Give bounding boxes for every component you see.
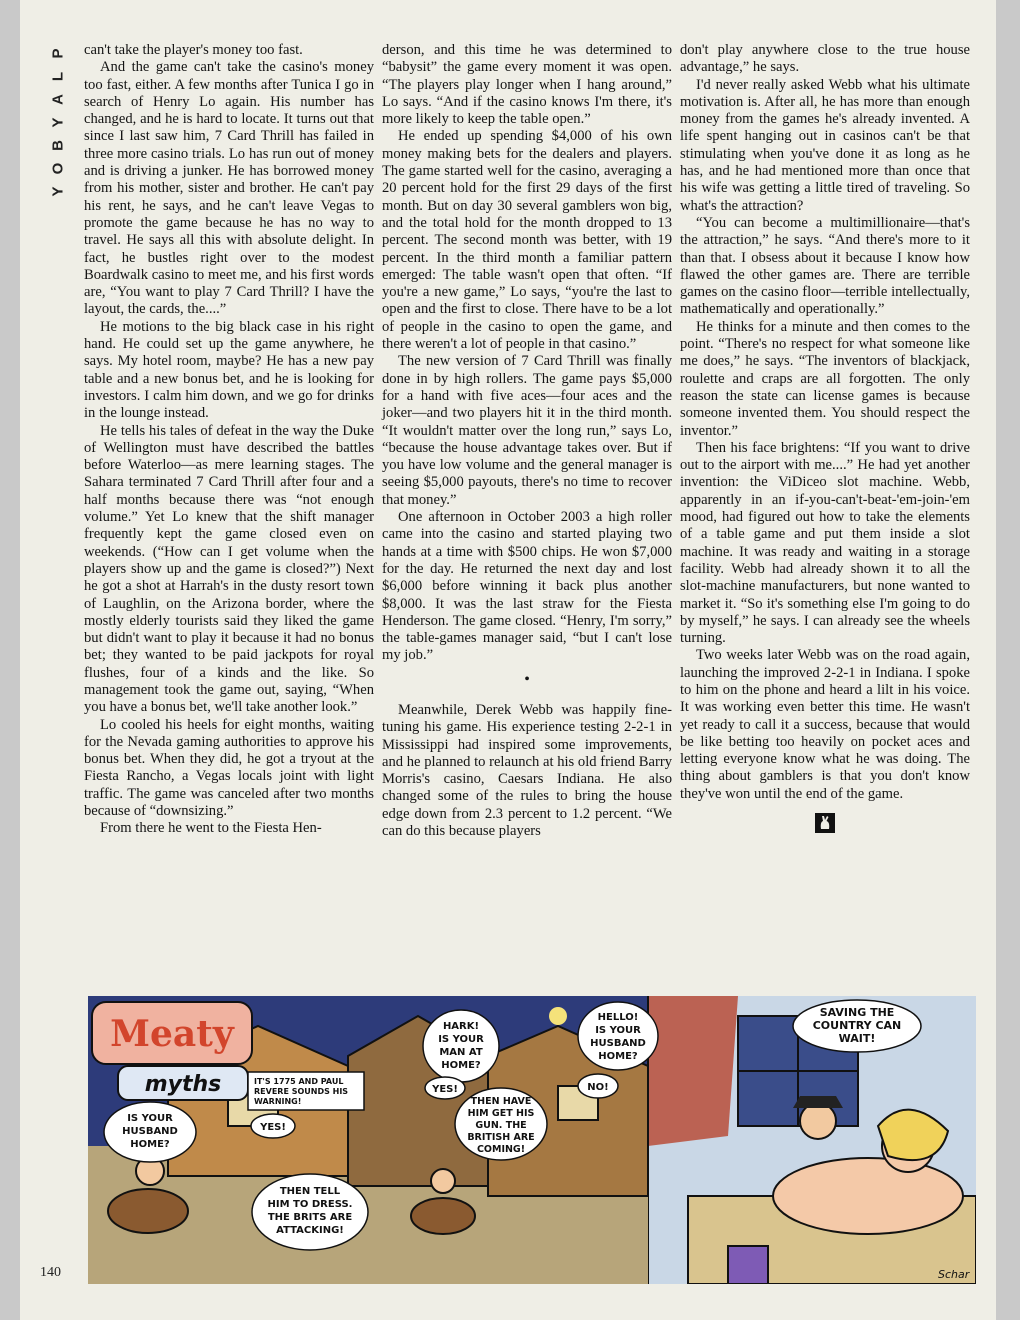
article-paragraph: I'd never really asked Webb what his ultimate motivation is. After all, he has more than enough money from the games he's already invented. A life spent hanging out in casinos can't be that stimulating when you've done it as long as he has, and he had mentioned more than once that his wife was getting a little tired of traveling. So what's the attraction? [680, 76, 970, 214]
article-paragraph: From there he went to the Fiesta Hen- [100, 820, 322, 837]
article-paragraph: He motions to the big black case in his right hand. He could set up the game anywhere, he says. My hotel room, maybe? He has a new pay table and a new bonus bet, and he is looking for investors. I calm him down, and we go for drinks in the lounge instead. [84, 318, 374, 422]
article-column-2 [382, 42, 672, 840]
page-number: 140 [40, 1265, 61, 1280]
article-paragraph: “You can become a multimillionaire—that's the attraction,” he says. “And there's more to it than that. I obsess about it because I know how flawed the other games are. There are terrible games on the casino floor—terrible intellectually, mathematically and operationally.” [680, 214, 970, 318]
balloon-2 [251, 1114, 295, 1138]
horse [108, 1189, 188, 1233]
article-paragraph: He tells his tales of defeat in the way the Duke of Wellington must have described the battles before Waterloo—as mere learning stages. The Sahara terminated 7 Card Thrill after four and a half months because there was “not enough volume.” Yet Lo knew that the shift manager frequently kept the game closed even on weekends. (“How can I get volume when the players show up and the game is closed?”) Next he got a shot at Harrah's in the dusty resort town of Laughlin, on the Arizona border, where the mostly elderly tourists said they liked the game but didn't want to play it because it had no bonus bet; they wanted to be paid jackpots for royal flushes, four of a kinds and the like. So management took the game out, saying, “When you have a bonus bet, we'll take another look.” [84, 422, 374, 716]
article-paragraph: He ended up spending $4,000 of his own money making bets for the dealers and players. The game started well for the casino, averaging a 20 percent hold for the first 29 days of the first month. But on day 30 several gamblers won big, and the total hold for the month dropped to 13 percent. The second month was better, with 19 percent. In the third month a familiar pattern emerged: The table wasn't open that often. “If you're a new game,” Lo says, “you're the last to open and the first to close. There have to be a lot of people in the casino to open the game, and there weren't a lot of people in that casino.” [382, 128, 672, 353]
rabbit-endmark-icon [680, 813, 970, 838]
article-paragraph: Meanwhile, Derek Webb was happily fine-tuning his game. His experience testing 2-2-1 in Mississippi had inspired some improvements, and he planned to relaunch at his old friend Barry Morris's casino, Caesars Indiana. He also changed some of the rules to bring the house edge down from 2.3 percent to 1.2 percent. “We can do this because players [382, 701, 672, 840]
section-separator: • [524, 670, 530, 688]
magazine-name-letter: B [49, 140, 67, 151]
balloon-8 [578, 1074, 618, 1098]
artist-signature: Schar [938, 1268, 970, 1281]
article-paragraph: can't take the player's money too fast. [84, 42, 303, 58]
article-paragraph: Two weeks later Webb was on the road again, launching the improved 2-2-1 in Indiana. I spoke to him on the phone and heard a lilt in his voice. It was working even better this time. He wasn't yet ready to call it a success, because that would be like betting too heavily on pocket aces and letting everyone know what he was doing. The thing about gamblers is that you don't know they've won until the end of the game. [680, 647, 970, 802]
balloon-9 [793, 1000, 921, 1052]
article-paragraph: And the game can't take the casino's money too fast, either. A few months after Tunica I go in search of Henry Lo again. His number has changed, and he is hard to locate. It turns out that since I last saw him, 7 Card Thrill has failed in three more casino trials. Lo has run out of money and is driving a junker. He has borrowed money from his mother, sister and brother. He can't pay his rent, he says, and he can't leave Vegas to promote the game because he has no way to travel. He says all this with absolute delight. In fact, he bustles right over to the modest Boardwalk casino to meet me, and his first words are, “You want to play 7 Card Thrill? I have the layout, the cards, the....” [84, 59, 374, 318]
article-paragraph: don't play anywhere close to the true house advantage,” he says. [680, 42, 970, 76]
article-paragraph: He thinks for a minute and then comes to the point. “There's no respect for what someone like me does,” he says. “The inventors of blackjack, roulette and craps are all forgotten. The only reason the state can license games is because someone invented them. You should respect the inventor.” [680, 318, 970, 439]
magazine-name-letter: Y [49, 186, 67, 197]
man-in-tricorn [800, 1103, 836, 1139]
magazine-name-letter: Y [49, 117, 67, 128]
balloon-7 [578, 1002, 658, 1070]
svg-text:YES!: YES! [432, 1084, 458, 1095]
article-paragraph: Lo cooled his heels for eight months, waiting for the Nevada gaming authorities to approve his bonus bet. When they did, he got a tryout at the Fiesta Rancho, a Vegas locals joint with light traffic. The game was canceled after two months because of “downsizing.” [84, 716, 374, 820]
balloon-4 [423, 1010, 499, 1082]
magazine-name-vertical [48, 42, 68, 203]
balloon-5 [425, 1077, 465, 1099]
svg-text:myths: myths [144, 1072, 222, 1097]
svg-text:THEN TELLHIM TO DRESS.THE BRIT: THEN TELL HIM TO DRESS. THE BRITS ARE ATTACKING! [267, 1186, 353, 1236]
svg-text:HELLO!IS YOURHUSBANDHOME?: HELLO! IS YOUR HUSBAND HOME? [590, 1012, 646, 1062]
balloon-3 [252, 1174, 368, 1250]
article-column-3 [680, 42, 970, 838]
balloon-6 [455, 1088, 547, 1160]
svg-text:HARK!IS YOURMAN ATHOME?: HARK! IS YOUR MAN AT HOME? [438, 1021, 484, 1071]
magazine-name-letter: A [49, 94, 67, 105]
svg-text:IS YOURHUSBANDHOME?: IS YOUR HUSBAND HOME? [122, 1113, 178, 1150]
svg-text:YES!: YES! [260, 1122, 286, 1133]
article-paragraph: Then his face brightens: “If you want to drive out to the airport with me....” He had yet another invention: the ViDiceo slot machine. Webb, apparently in an if-you-can't-beat-'em-join-'em mood, had figured out how to take the elements of a table game and put them inside a slot machine. It was ready and waiting in a storage facility. Webb had already shown it to all the slot-machine manufacturers, but none wanted to market it. “So it's something else I'm going to do by myself,” he says. I can already see the wheels turning. [680, 439, 970, 647]
balloon-1 [104, 1102, 196, 1162]
moon [549, 1007, 567, 1025]
article-paragraph: derson, and this time he was determined to “babysit” the game every moment it was open. “The players play longer when I hang around,” Lo says. “And if the casino knows I'm there, it's more likely to keep the table open.” [382, 42, 672, 128]
svg-text:Meaty: Meaty [110, 1013, 234, 1055]
magazine-page [20, 0, 996, 1320]
magazine-name-letter: L [49, 71, 67, 82]
woman [773, 1158, 963, 1234]
article-paragraph: The new version of 7 Card Thrill was finally done in by high rollers. The game pays $5,000 for a hand with five aces—four aces and the joker—and two players hit it in the third month. “It wouldn't matter over the long run,” says Lo, “because the house advantage takes over. But if you have low volume and the general manager is seeing $5,000 payouts, there's no time to recover that money.” [382, 353, 672, 508]
caption-text: IT'S 1775 AND PAUL REVERE SOUNDS HIS WARNING! [254, 1077, 349, 1106]
svg-text:SAVING THECOUNTRY CANWAIT!: SAVING THE COUNTRY CAN WAIT! [812, 1006, 902, 1045]
svg-text:THEN HAVEHIM GET HISGUN. THEBR: THEN HAVE HIM GET HIS GUN. THE BRITISH ARE COMING! [467, 1096, 535, 1155]
article-paragraph: One afternoon in October 2003 a high roller came into the casino and started playing two hands at a time with $500 chips. He won $7,000 for the day. He returned the next day and lost $6,000 before winning it back plus another $8,000. It was the last straw for the Fiesta Henderson. The game closed. “Henry, I'm sorry,” the table-games manager said, “but I can't lose my job.” [382, 509, 672, 664]
flag-curtain [648, 996, 738, 1146]
magazine-name-letter: P [49, 48, 67, 59]
meaty-myths-cartoon [88, 996, 976, 1284]
magazine-name-letter: O [49, 162, 67, 175]
article-column-1 [84, 42, 374, 838]
svg-text:NO!: NO! [587, 1082, 609, 1093]
